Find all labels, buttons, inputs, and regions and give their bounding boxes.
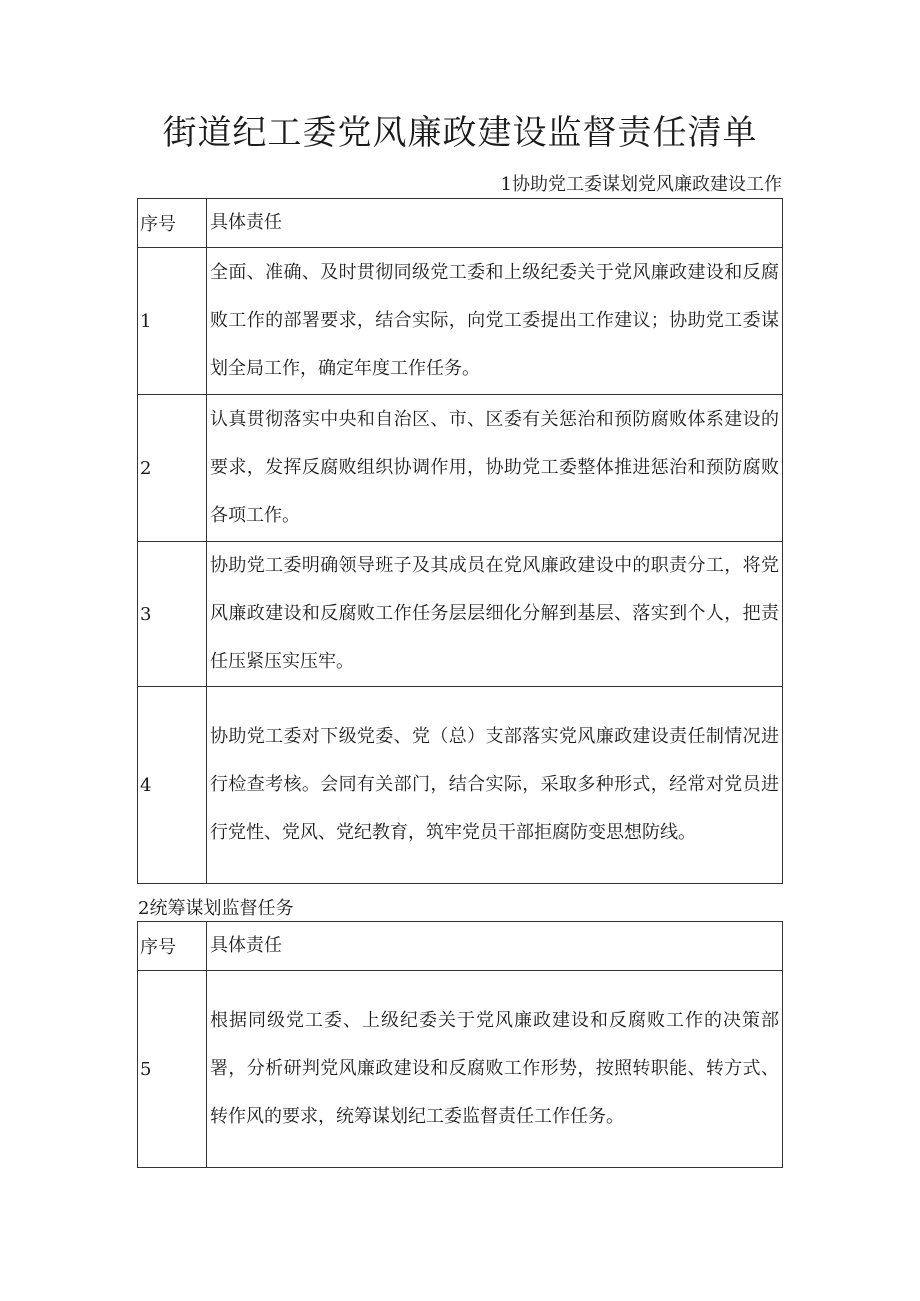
section-1-table: [137, 198, 783, 884]
document-title: 街道纪工委党风廉政建设监督责任清单: [162, 113, 758, 153]
section-1-heading: 1协助党工委谋划党风廉政建设工作: [500, 174, 782, 195]
row-number: 5: [138, 971, 207, 1168]
row-responsibility-text: 协助党工委对下级党委、党（总）支部落实党风廉政建设责任制情况进行检查考核。会同有关部门，结合实际，采取多种形式，经常对党员进行党性、党风、党纪教育，筑牢党员干部拒腐防变思想防线。: [207, 687, 783, 884]
table-row: [138, 248, 783, 395]
table-row: [138, 971, 783, 1168]
header-responsibility: 具体责任: [207, 922, 783, 971]
row-number: 4: [138, 687, 207, 884]
row-responsibility-text: 全面、准确、及时贯彻同级党工委和上级纪委关于党风廉政建设和反腐败工作的部署要求，结合实际，向党工委提出工作建议；协助党工委谋划全局工作，确定年度工作任务。: [207, 248, 783, 395]
row-responsibility-text: 根据同级党工委、上级纪委关于党风廉政建设和反腐败工作的决策部署，分析研判党风廉政建设和反腐败工作形势，按照转职能、转方式、转作风的要求，统筹谋划纪工委监督责任工作任务。: [207, 971, 783, 1168]
row-number: 2: [138, 395, 207, 542]
row-responsibility-text: 协助党工委明确领导班子及其成员在党风廉政建设中的职责分工，将党风廉政建设和反腐败工作任务层层细化分解到基层、落实到个人，把责任压紧压实压牢。: [207, 542, 783, 687]
row-responsibility-text: 认真贯彻落实中央和自治区、市、区委有关惩治和预防腐败体系建设的要求，发挥反腐败组织协调作用，协助党工委整体推进惩治和预防腐败各项工作。: [207, 395, 783, 542]
header-responsibility: 具体责任: [207, 199, 783, 248]
row-number: 1: [138, 248, 207, 395]
table-header-row: [138, 922, 783, 971]
header-serial-number: 序号: [138, 922, 207, 971]
header-serial-number: 序号: [138, 199, 207, 248]
section-2-heading: 2统筹谋划监督任务: [138, 898, 294, 919]
table-row: [138, 542, 783, 687]
table-row: [138, 687, 783, 884]
table-header-row: [138, 199, 783, 248]
section-2-table: [137, 921, 783, 1168]
table-row: [138, 395, 783, 542]
row-number: 3: [138, 542, 207, 687]
